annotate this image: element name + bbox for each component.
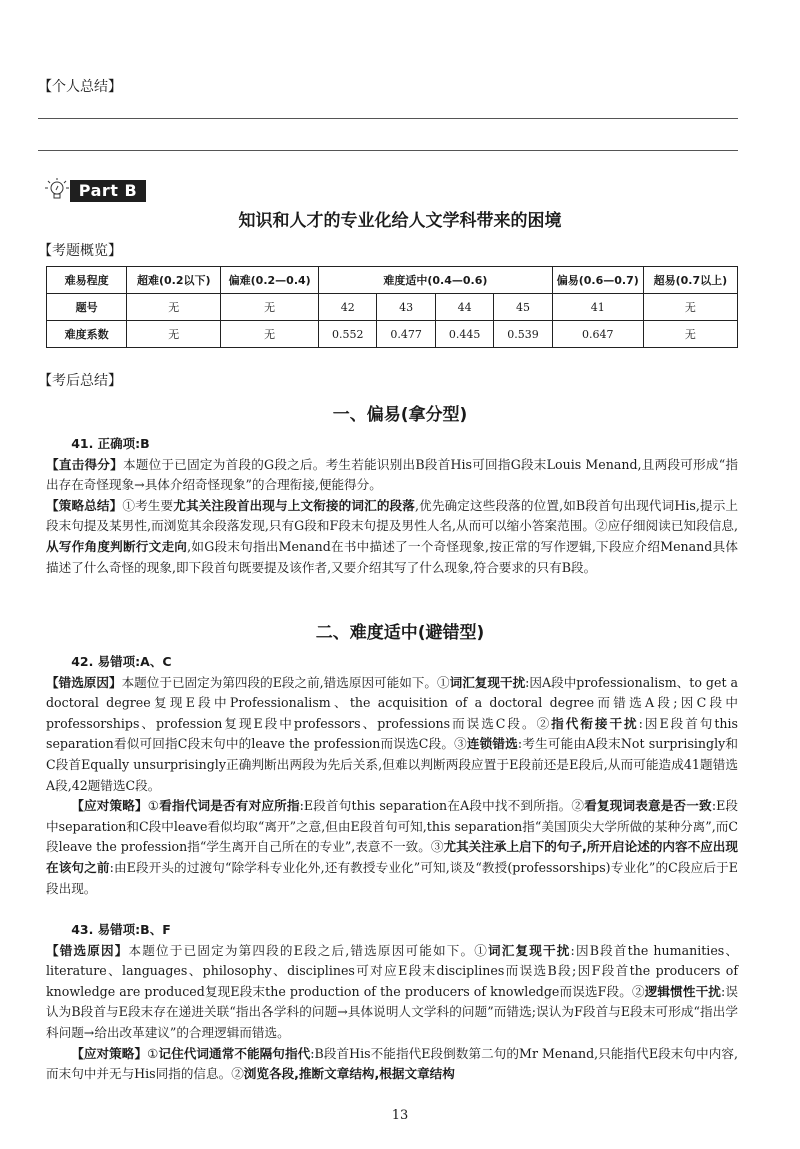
table-header: 超难(0.2以下) xyxy=(127,267,221,294)
table-cell: 44 xyxy=(435,294,493,321)
q42-reason-text: :因E段首句this separation看似可回指C段末句中的leave the profession而误选C段。③ xyxy=(46,715,739,752)
q43-reason-emphasis: 逻辑惯性干扰 xyxy=(644,983,722,999)
table-cell: 0.552 xyxy=(319,321,377,348)
table-cell: 0.477 xyxy=(377,321,435,348)
part-b-badge: Part B xyxy=(70,180,146,202)
table-cell: 无 xyxy=(643,321,737,348)
q42-reason-emphasis: 词汇复现干扰 xyxy=(449,674,526,690)
question-42-heading: 42. 易错项:A、C xyxy=(71,654,172,669)
q43-reason-emphasis: 词汇复现干扰 xyxy=(488,942,571,958)
q42-reason-text: 本题位于已固定为第四段的E段之前,错选原因可能如下。① xyxy=(121,674,450,690)
table-cell: 无 xyxy=(221,321,319,348)
q42-reason-emphasis: 指代衔接干扰 xyxy=(551,715,639,731)
tag-direct-score: 【直击得分】 xyxy=(46,456,123,472)
table-cell: 0.539 xyxy=(494,321,552,348)
section-heading-easy: 一、偏易(拿分型) xyxy=(332,405,468,425)
table-row xyxy=(47,267,738,294)
table-cell: 41 xyxy=(552,294,643,321)
overview-label: 【考题概览】 xyxy=(38,243,122,259)
tag-wrong-reason: 【错选原因】 xyxy=(46,674,122,690)
table-cell: 无 xyxy=(127,294,221,321)
lightbulb-icon xyxy=(44,176,70,204)
table-cell: 43 xyxy=(377,294,435,321)
table-cell: 无 xyxy=(127,321,221,348)
table-cell: 42 xyxy=(319,294,377,321)
table-cell: 无 xyxy=(643,294,737,321)
q42-strategy-text: ① xyxy=(147,798,160,814)
q42-strategy-emphasis: 看指代词是否有对应所指 xyxy=(159,798,300,814)
after-exam-label: 【考后总结】 xyxy=(38,373,122,389)
page-number: 13 xyxy=(391,1108,409,1123)
q41-strategy-emphasis: 尤其关注段首出现与上文衔接的词汇的段落 xyxy=(173,497,415,513)
table-header: 超易(0.7以上) xyxy=(643,267,737,294)
q42-reason-text: :考生可能由A段末Not surprisingly和C段首Equally unsurprisingly正确判断出两段为先后关系,但难以判断两段应置于E段前还是E段后,从而可能造成41题错选A段,42题错选C段。 xyxy=(46,736,739,793)
table-header: 难度适中(0.4—0.6) xyxy=(319,267,553,294)
q41-strategy-text: ①考生要 xyxy=(122,497,174,513)
q42-strategy-emphasis: 看复现词表意是否一致 xyxy=(584,798,712,814)
note-line xyxy=(38,150,738,151)
q41-strategy-text: ,优先确定这些段落的位置,如B段首句出现代词His,提示上段末句提及某男性,而浏览其余段落发现,只有G段和F段末句提及男性人名,从而可以缩小答案范围。②应仔细阅读已知段信息, xyxy=(46,497,739,534)
q41-analysis-text: 本题位于已固定为首段的G段之后。考生若能识别出B段首His可回指G段末Louis Menand,且两段可形成“指出存在奇怪现象→具体介绍奇怪现象”的合理衔接,便能得分。 xyxy=(46,456,739,493)
q41-strategy-text: ,如G段末句指出Menand在书中描述了一个奇怪现象,按正常的写作逻辑,下段应介绍Menand具体描述了什么奇怪的现象,即下段首句既要提及该作者,又要介绍其写了什么现象,符合要求的只有B段。 xyxy=(46,538,738,575)
q42-strategy-text: :由E段开头的过渡句“除学科专业化外,还有教授专业化”可知,谈及“教授(professorships)专业化”的C段应后于E段出现。 xyxy=(46,859,738,896)
table-cell: 0.647 xyxy=(552,321,643,348)
section-heading-medium: 二、难度适中(避错型) xyxy=(315,623,485,643)
question-43-block xyxy=(46,920,738,1085)
q43-reason-text: 本题位于已固定为第四段的E段之后,错选原因可能如下。① xyxy=(128,942,488,958)
table-row xyxy=(47,294,738,321)
table-cell: 45 xyxy=(494,294,552,321)
table-cell: 0.445 xyxy=(435,321,493,348)
tag-response-strategy: 【应对策略】 xyxy=(71,1045,148,1061)
tag-wrong-reason: 【错选原因】 xyxy=(46,942,129,958)
personal-summary-label: 【个人总结】 xyxy=(38,79,122,95)
question-43-heading: 43. 易错项:B、F xyxy=(71,922,171,937)
tag-strategy-summary: 【策略总结】 xyxy=(46,497,123,513)
table-header: 偏易(0.6—0.7) xyxy=(552,267,643,294)
question-41-block xyxy=(46,434,738,578)
q42-reason-emphasis: 连锁错选 xyxy=(466,736,518,752)
table-cell: 题号 xyxy=(47,294,127,321)
tag-response-strategy: 【应对策略】 xyxy=(71,798,148,814)
q43-strategy-text: :B段首His不能指代E段倒数第二句的Mr Menand,只能指代E段末句中内容,而末句中并无与His同指的信息。② xyxy=(46,1045,738,1082)
q42-strategy-emphasis: 尤其关注承上启下的句子,所开启论述的内容不应出现在该句之前 xyxy=(46,839,738,875)
table-header: 偏难(0.2—0.4) xyxy=(221,267,319,294)
q42-strategy-text: :E段中separation和C段中leave看似均取“离开”之意,但由E段首句可知,this separation指“美国顶尖大学所做的某种分离”,而C段leave the profession指“学生离开自己所在的专业”,表意不一致。③ xyxy=(46,798,739,855)
q43-strategy-emphasis: 记住代词通常不能隔句指代 xyxy=(158,1045,311,1061)
q43-reason-text: :误认为B段首与E段末存在递进关联“指出各学科的问题→具体说明人文学科的问题”而错选;误认为F段首与E段末可形成“指出学科问题→给出改革建议”的合理逻辑而错选。 xyxy=(46,983,738,1040)
table-row xyxy=(47,321,738,348)
q43-strategy-emphasis: 浏览各段,推断文章结构,根据文章结构 xyxy=(243,1066,455,1082)
q41-strategy-emphasis: 从写作角度判断行文走向 xyxy=(46,538,188,554)
q43-strategy-text: ① xyxy=(147,1045,159,1061)
table-header: 难易程度 xyxy=(47,267,127,294)
table-cell: 无 xyxy=(221,294,319,321)
page-title: 知识和人才的专业化给人文学科带来的困境 xyxy=(238,211,562,231)
question-42-block xyxy=(46,652,738,899)
q42-strategy-text: :E段首句this separation在A段中找不到所指。② xyxy=(299,798,585,814)
note-line xyxy=(38,118,738,119)
table-cell: 难度系数 xyxy=(47,321,127,348)
q42-reason-text: :因A段中professionalism、to get a doctoral degree复现E段中Professionalism、the acquisition of a doctoral degree而错选A段;因C段中professorships、profession复现E段中professors、professions而误选C段。② xyxy=(46,674,739,731)
question-41-heading: 41. 正确项:B xyxy=(71,436,150,451)
q43-reason-text: :因B段首the humanities、literature、languages、philosophy、disciplines可对应E段末disciplines而误选B段;因F段首the producers of knowledge are produced复现E段末the production of the producers of knowledge而误选F段。② xyxy=(46,942,739,999)
difficulty-overview-table xyxy=(46,266,738,348)
